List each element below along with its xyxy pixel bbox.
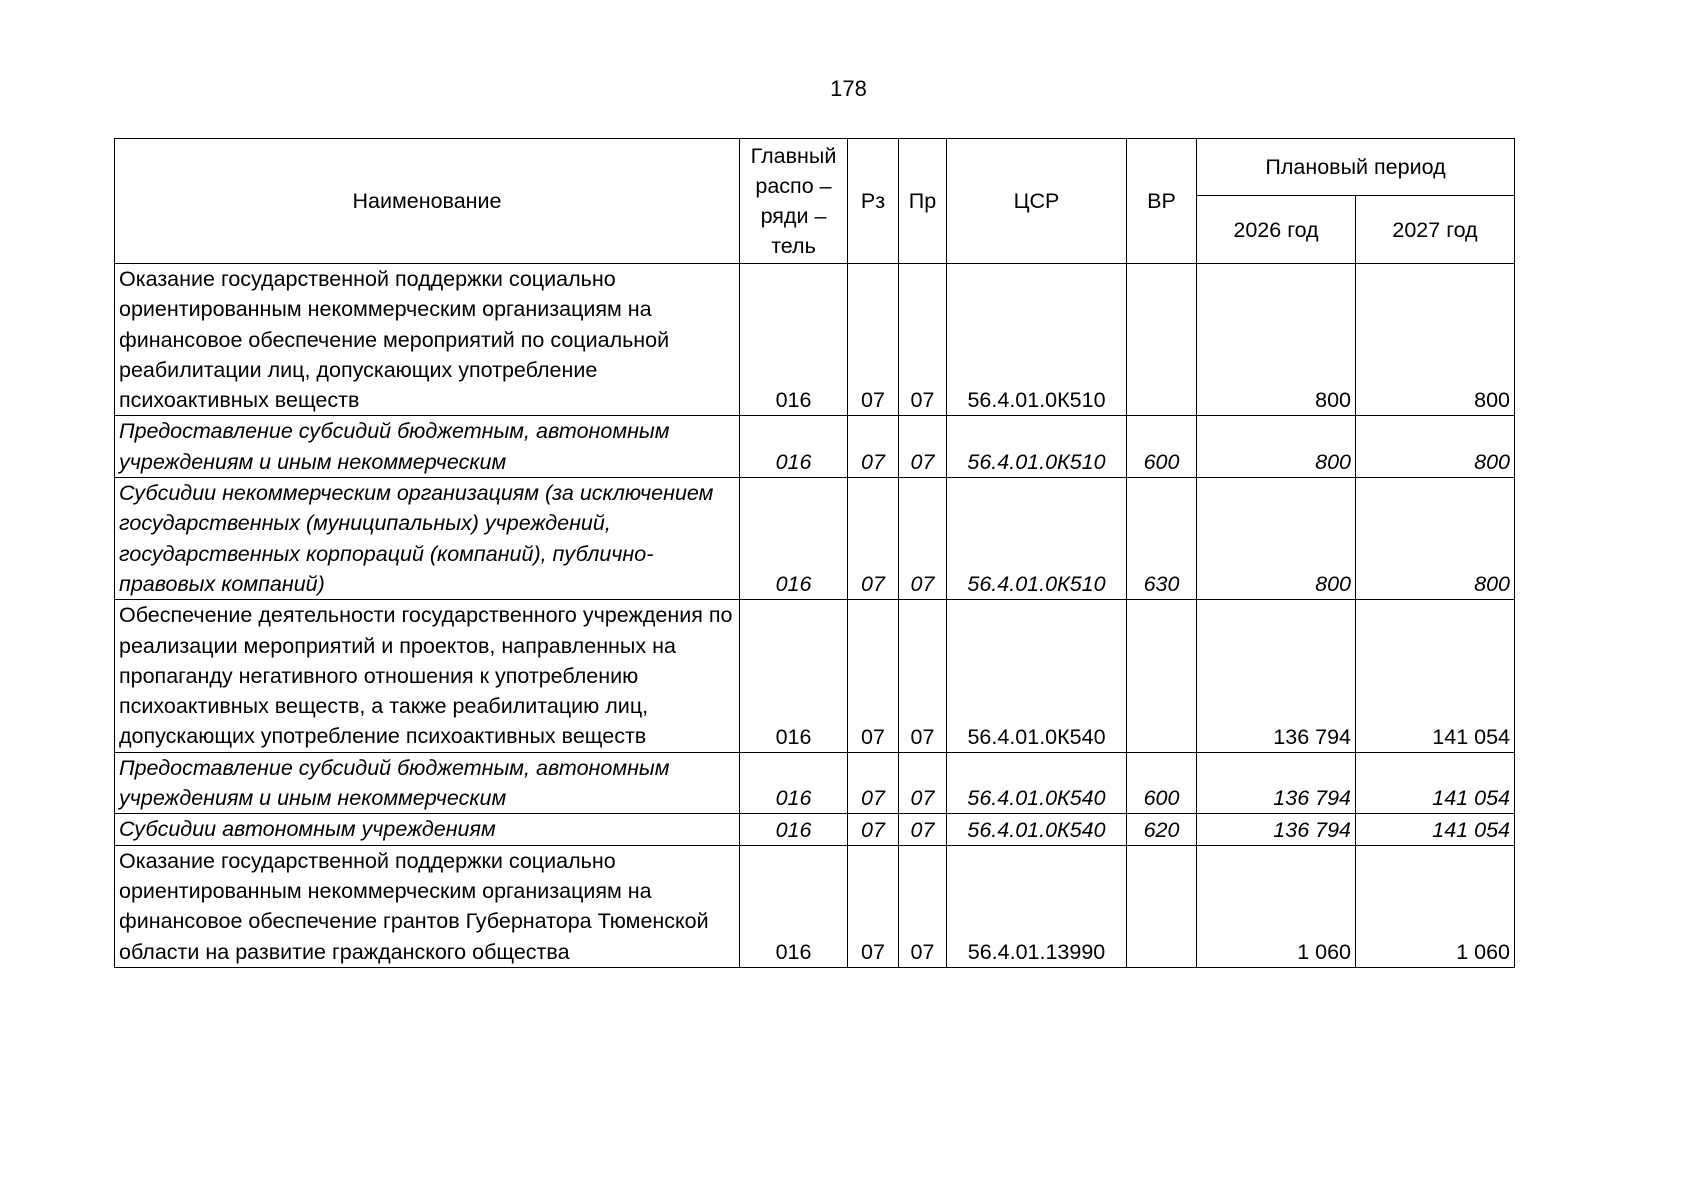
- cell-pr: 07: [899, 600, 947, 752]
- cell-rz: 07: [848, 752, 899, 814]
- header-rz: Рз: [848, 139, 899, 264]
- cell-2026: 136 794: [1197, 752, 1356, 814]
- cell-glav: 016: [740, 845, 848, 967]
- cell-name: Субсидии автономным учреждениям: [115, 814, 740, 845]
- cell-rz: 07: [848, 478, 899, 600]
- cell-rz: 07: [848, 264, 899, 416]
- cell-2027: 141 054: [1356, 814, 1515, 845]
- cell-2026: 800: [1197, 264, 1356, 416]
- page-number: 178: [830, 76, 867, 101]
- cell-csr: 56.4.01.0К540: [947, 752, 1127, 814]
- cell-pr: 07: [899, 845, 947, 967]
- cell-vr: [1127, 600, 1197, 752]
- cell-csr: 56.4.01.0К510: [947, 478, 1127, 600]
- cell-glav: 016: [740, 264, 848, 416]
- cell-csr: 56.4.01.0К510: [947, 416, 1127, 478]
- cell-name: Оказание государственной поддержки социально ориентированным некоммерческим организациям на финансовое обеспечение грантов Губернатора Тюменской области на развитие гражданского общества: [115, 845, 740, 967]
- cell-glav: 016: [740, 478, 848, 600]
- header-name: Наименование: [115, 139, 740, 264]
- cell-vr: 600: [1127, 416, 1197, 478]
- cell-2026: 136 794: [1197, 600, 1356, 752]
- cell-2026: 800: [1197, 416, 1356, 478]
- cell-vr: 620: [1127, 814, 1197, 845]
- cell-vr: [1127, 845, 1197, 967]
- cell-pr: 07: [899, 478, 947, 600]
- cell-2026: 1 060: [1197, 845, 1356, 967]
- header-vr: ВР: [1127, 139, 1197, 264]
- header-year-2026: 2026 год: [1197, 196, 1356, 264]
- cell-csr: 56.4.01.0К540: [947, 600, 1127, 752]
- cell-rz: 07: [848, 416, 899, 478]
- cell-2027: 1 060: [1356, 845, 1515, 967]
- cell-csr: 56.4.01.0К510: [947, 264, 1127, 416]
- table-row: [115, 600, 1515, 752]
- cell-2026: 136 794: [1197, 814, 1356, 845]
- header-glav: Главный распо – ряди – тель: [740, 139, 848, 264]
- table-row: [115, 814, 1515, 845]
- cell-2026: 800: [1197, 478, 1356, 600]
- cell-vr: 630: [1127, 478, 1197, 600]
- cell-csr: 56.4.01.0К540: [947, 814, 1127, 845]
- cell-name: Предоставление субсидий бюджетным, автономным учреждениям и иным некоммерческим: [115, 416, 740, 478]
- header-csr: ЦСР: [947, 139, 1127, 264]
- cell-2027: 141 054: [1356, 752, 1515, 814]
- cell-glav: 016: [740, 600, 848, 752]
- table-row: [115, 845, 1515, 967]
- cell-2027: 800: [1356, 478, 1515, 600]
- cell-rz: 07: [848, 814, 899, 845]
- table-row: [115, 264, 1515, 416]
- header-period: Плановый период: [1197, 139, 1515, 196]
- cell-name: Оказание государственной поддержки социально ориентированным некоммерческим организациям на финансовое обеспечение мероприятий по социальной реабилитации лиц, допускающих употребление психоактивных веществ: [115, 264, 740, 416]
- budget-table: [114, 138, 1515, 968]
- cell-2027: 800: [1356, 416, 1515, 478]
- cell-name: Обеспечение деятельности государственного учреждения по реализации мероприятий и проектов, направленных на пропаганду негативного отношения к употреблению психоактивных веществ, а также реабилитацию лиц, допускающих употребление психоактивных веществ: [115, 600, 740, 752]
- header-year-2027: 2027 год: [1356, 196, 1515, 264]
- cell-name: Субсидии некоммерческим организациям (за исключением государственных (муниципальных) учреждений, государственных корпораций (компаний), публично-правовых компаний): [115, 478, 740, 600]
- cell-pr: 07: [899, 752, 947, 814]
- cell-glav: 016: [740, 416, 848, 478]
- table-row: [115, 752, 1515, 814]
- cell-2027: 141 054: [1356, 600, 1515, 752]
- cell-vr: 600: [1127, 752, 1197, 814]
- cell-2027: 800: [1356, 264, 1515, 416]
- cell-pr: 07: [899, 416, 947, 478]
- header-row: [115, 139, 1515, 196]
- cell-name: Предоставление субсидий бюджетным, автономным учреждениям и иным некоммерческим: [115, 752, 740, 814]
- table-row: [115, 478, 1515, 600]
- cell-vr: [1127, 264, 1197, 416]
- cell-rz: 07: [848, 600, 899, 752]
- cell-rz: 07: [848, 845, 899, 967]
- cell-pr: 07: [899, 814, 947, 845]
- table-row: [115, 416, 1515, 478]
- cell-csr: 56.4.01.13990: [947, 845, 1127, 967]
- cell-pr: 07: [899, 264, 947, 416]
- header-pr: Пр: [899, 139, 947, 264]
- cell-glav: 016: [740, 752, 848, 814]
- cell-glav: 016: [740, 814, 848, 845]
